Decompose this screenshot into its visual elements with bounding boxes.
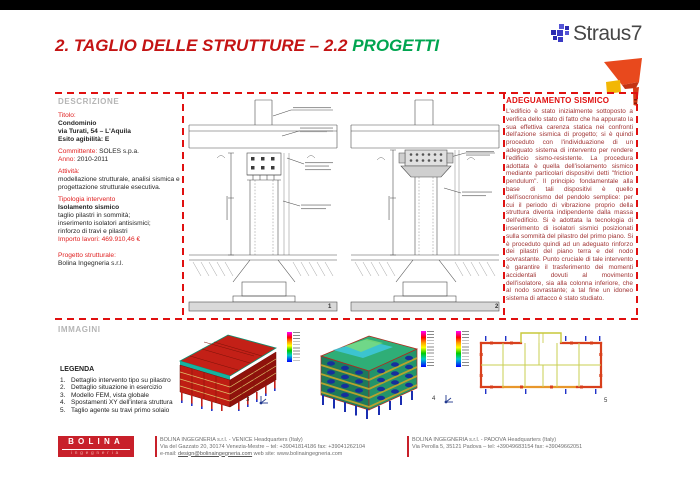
- image-4-number: 4: [432, 396, 436, 402]
- email-label: e-mail:: [160, 450, 177, 457]
- titolo-label: Titolo:: [58, 112, 76, 119]
- titolo-value-3: Esito agibilità: E: [58, 136, 110, 143]
- tipologia-value-3: inserimento isolatori antisismici;: [58, 220, 151, 227]
- letterbox-top: [0, 0, 700, 10]
- legend-title: LEGENDA: [60, 366, 95, 373]
- fem-plan-shear: [473, 329, 609, 395]
- contour-scale-bar-2: [421, 331, 426, 367]
- dashed-divider-top: [55, 92, 638, 94]
- anno-line: [58, 156, 180, 164]
- section-header-descrizione: DESCRIZIONE: [58, 97, 120, 106]
- contour-scale-labels-1: [293, 332, 300, 362]
- anno-value: 2010-2011: [77, 156, 109, 163]
- venice-line2: Via del Gazzato 20, 30174 Venezia-Mestre – tel: +39041814186 fax: +39041262104: [160, 443, 366, 450]
- titolo-value-2: via Turati, 54 – L'Aquila: [58, 128, 131, 135]
- legend-item: 2. Dettaglio situazione in esercizio: [60, 384, 163, 392]
- web-value: www.bolinaingegneria.com: [276, 450, 343, 457]
- adeguamento-paragraph: L'edificio è stato inizialmente sottoposto a verifica dello stato di fatto che ha appurato la sua effettiva carenza statica nei confronti dell'azione sismica di progetto; si è quindi proceduto con l'individuazione di un adeguato sistema di intervento per rendere l'edificio sismo-resistente. La procedura adottata è quella dell'isolamento sismico mediante particolari dispositivi detti "friction pendulum". Il principio fondamentale alla base di tali dispositivi è quello dell'isocronismo del pendolo semplice: per cui il periodo di vibrazione proprio della struttura diventa indipendente dalla massa dell'edificio. Si è adottata la tecnologia di inserimento di isolatori sismici posizionati sulla sommità del pilastro del primo piano. Si è proceduto quindi ad un adeguato rinforzo dei pilastri del piano terra e del nodo sovrastante. Punto cruciale di tale intervento è garantire il trasferimento dei momenti accidentali dovuti al movimento dell'isolatore, sia alla colonna inferiore, che al nodo sovrastante; a tal fine un idoneo sistema di attacco è stato studiato.: [506, 108, 633, 303]
- venice-line1: BOLINA INGEGNERIA s.r.l. - VENICE Headquarters (Italy): [160, 437, 303, 443]
- tipologia-value-2: taglio pilastri in sommità;: [58, 212, 131, 219]
- venice-line3: [160, 451, 365, 458]
- footer-separator: [407, 436, 409, 457]
- technical-drawing-detail-1: [187, 98, 339, 314]
- dashed-divider-right-edge: [636, 92, 638, 320]
- legend-item: 4. Spostamenti XY dell'intera struttura: [60, 399, 173, 407]
- fem-model-displacements: [315, 330, 423, 420]
- legend-item: 5. Taglio agente su travi primo solaio: [60, 406, 170, 414]
- page-title-green: PROGETTI: [352, 36, 440, 55]
- committente-label: Committente:: [58, 148, 98, 155]
- padova-line1: BOLINA INGEGNERIA s.r.l. - PADOVA Headquarters (Italy): [412, 437, 557, 443]
- project-description: [58, 112, 180, 268]
- bolina-logo-wordmark: BOLINA: [68, 437, 124, 446]
- bolina-logo: [58, 436, 134, 457]
- legend-item: 1. Dettaglio intervento tipo su pilastro: [60, 377, 171, 384]
- drawing-1-number: 1: [328, 304, 332, 310]
- progetto-value: Bolina Ingegneria s.r.l.: [58, 260, 124, 267]
- attivita-value: modellazione strutturale, analisi sismica e progettazione strutturale esecutiva.: [58, 176, 180, 191]
- drawing-2-number: 2: [495, 304, 499, 310]
- padova-line2: Via Perolla 5, 35121 Padova – tel: +39049683154 fax: +39049662051: [412, 443, 583, 450]
- image-3-number: 3: [246, 397, 250, 403]
- legend-item: 3. Modello FEM, vista globale: [60, 391, 150, 399]
- technical-drawing-detail-2: [349, 98, 501, 314]
- titolo-value-1: Condominio: [58, 120, 97, 127]
- dashed-divider-right-column: [503, 92, 505, 320]
- footer-venice-address: [160, 437, 365, 457]
- straus7-pixel-icon: [551, 24, 571, 44]
- image-5-number: 5: [604, 398, 608, 404]
- dashed-divider-left-column: [182, 92, 184, 320]
- dashed-divider-middle: [55, 318, 638, 320]
- straus7-wordmark: Straus7: [573, 22, 642, 45]
- committente-value: SOLES s.p.a.: [99, 148, 140, 155]
- straus7-logo: [551, 22, 642, 46]
- committente-line: [58, 148, 180, 156]
- page-title: [55, 36, 439, 56]
- tipologia-label: Tipologia intervento: [58, 196, 116, 203]
- contour-scale-labels-3: [462, 331, 469, 367]
- legend: [60, 366, 190, 414]
- importo-line: [58, 236, 180, 244]
- web-label: web site:: [253, 450, 276, 457]
- importo-label: Importo lavori:: [58, 236, 100, 243]
- anno-label: Anno:: [58, 156, 76, 163]
- axis-triad-icon: [443, 393, 455, 405]
- axis-triad-icon: [258, 394, 270, 406]
- page-title-red: 2. TAGLIO DELLE STRUTTURE – 2.2: [55, 36, 353, 55]
- contour-scale-bar-3: [456, 331, 461, 367]
- footer-separator: [155, 436, 157, 457]
- tipologia-value-1: Isolamento sismico: [58, 204, 120, 211]
- footer-padova-address: [412, 437, 582, 451]
- email-link[interactable]: design@bolinaingegneria.com: [178, 450, 253, 457]
- tipologia-value-4: rinforzo di travi e pilastri: [58, 228, 128, 235]
- contour-scale-labels-2: [427, 331, 434, 367]
- section-header-immagini: IMMAGINI: [58, 325, 101, 334]
- attivita-label: Attività:: [58, 168, 80, 175]
- bolina-logo-subtitle: ingegneria: [62, 449, 130, 456]
- progetto-label: Progetto strutturale:: [58, 252, 116, 259]
- importo-value: 469.910,46 €: [101, 236, 141, 243]
- contour-scale-bar-1: [287, 332, 292, 362]
- section-header-adeguamento: ADEGUAMENTO SISMICO: [506, 96, 610, 105]
